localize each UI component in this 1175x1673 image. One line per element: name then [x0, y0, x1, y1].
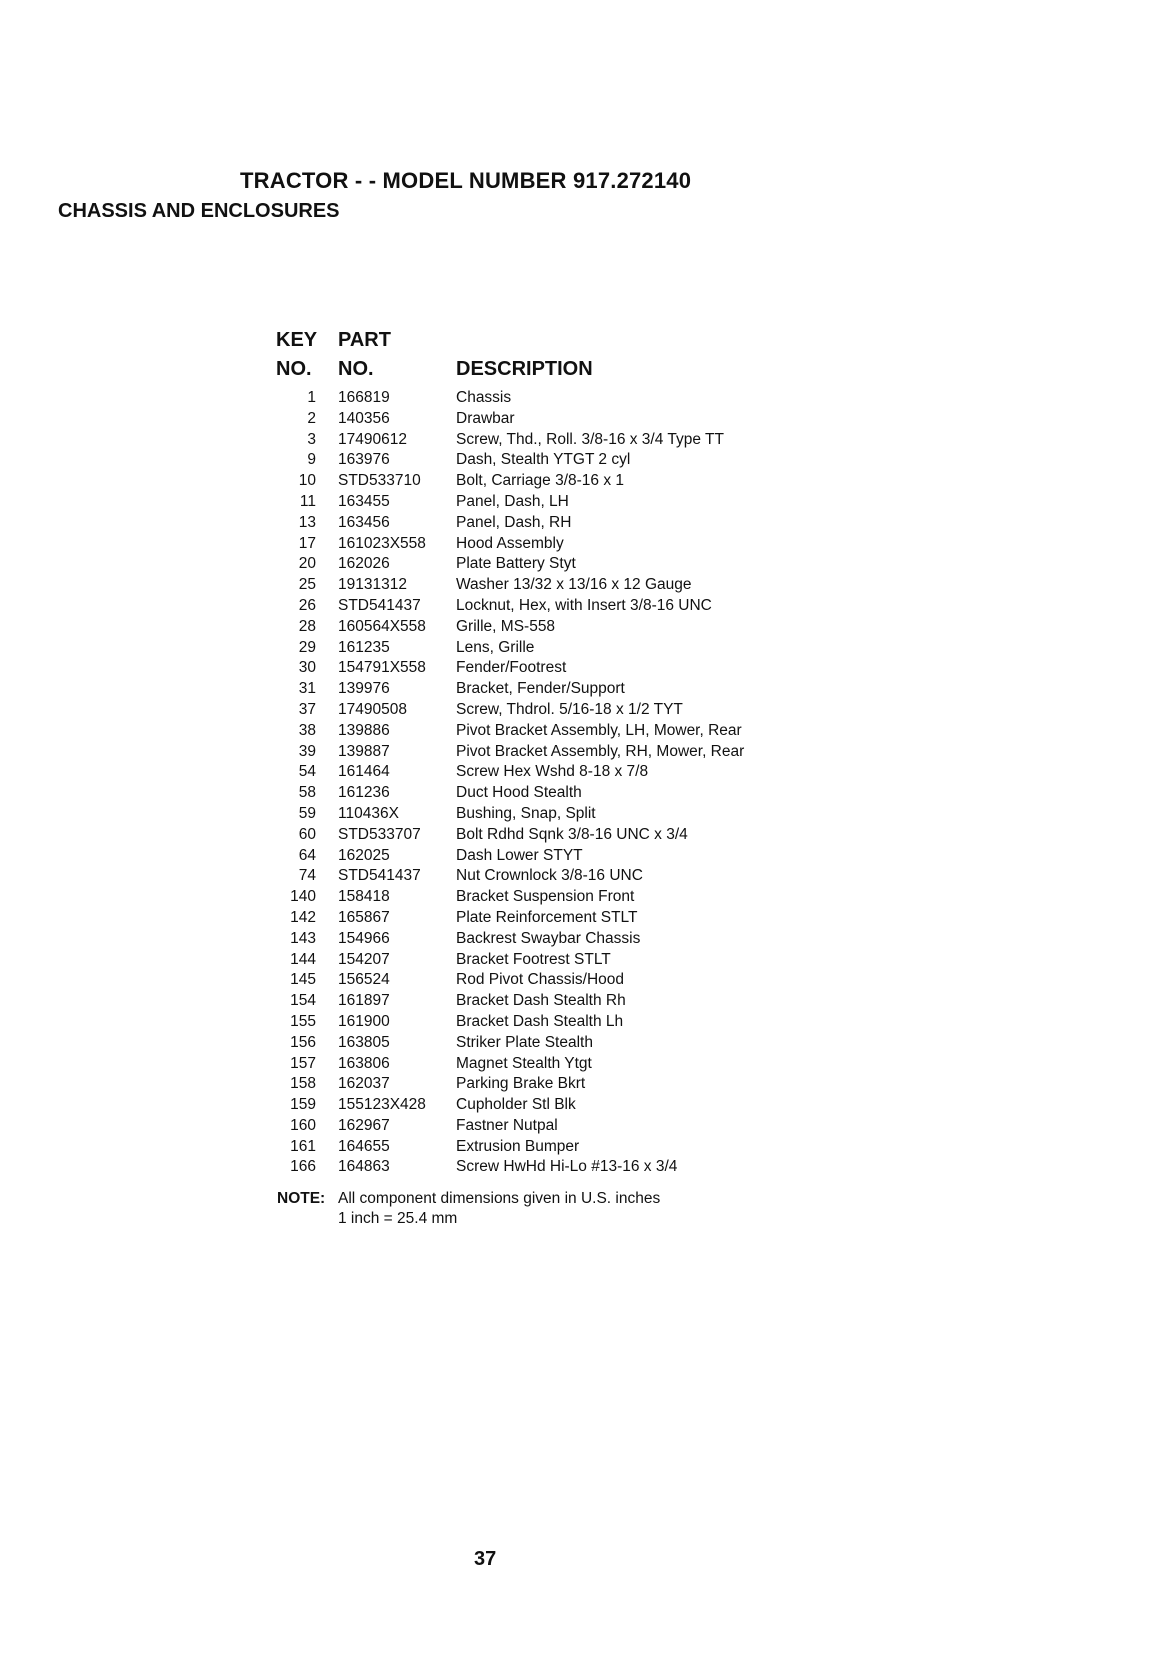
parts-row [270, 658, 890, 679]
parts-row [270, 430, 890, 451]
part-description: Dash Lower STYT [456, 846, 583, 864]
page-title: TRACTOR - - MODEL NUMBER 917.272140 [240, 168, 692, 193]
section-heading: CHASSIS AND ENCLOSURES [58, 200, 340, 222]
part-description: Bushing, Snap, Split [456, 804, 596, 822]
part-no: STD541437 [338, 596, 421, 614]
parts-row [270, 492, 890, 513]
part-description: Extrusion Bumper [456, 1137, 580, 1155]
part-description: Plate Reinforcement STLT [456, 908, 638, 926]
part-description: Parking Brake Bkrt [456, 1075, 586, 1093]
part-description: Hood Assembly [456, 534, 564, 552]
parts-row [270, 534, 890, 555]
part-description: Bolt Rdhd Sqnk 3/8-16 UNC x 3/4 [456, 825, 688, 843]
parts-row [270, 742, 890, 763]
part-description: Bracket Dash Stealth Lh [456, 1012, 624, 1030]
key-no: 25 [298, 576, 316, 594]
part-description: Nut Crownlock 3/8-16 UNC [456, 867, 643, 885]
part-description: Fastner Nutpal [456, 1116, 558, 1134]
parts-row [270, 1074, 890, 1095]
parts-row [270, 1054, 890, 1075]
part-no: 161236 [338, 784, 390, 802]
part-description: Screw, Thdrol. 5/16-18 x 1/2 TYT [456, 700, 683, 718]
part-description: Pivot Bracket Assembly, LH, Mower, Rear [456, 721, 742, 739]
parts-row [270, 1012, 890, 1033]
note-label: NOTE: [277, 1190, 326, 1207]
key-no: 74 [298, 867, 316, 885]
key-no: 17 [298, 534, 316, 552]
part-description: Pivot Bracket Assembly, RH, Mower, Rear [456, 742, 745, 760]
key-no: 37 [298, 700, 316, 718]
part-description: Rod Pivot Chassis/Hood [456, 971, 624, 989]
part-no: 163976 [338, 451, 390, 469]
parts-row [270, 1157, 890, 1178]
part-no: 163456 [338, 513, 390, 531]
note-text: All component dimensions given in U.S. inches [338, 1190, 661, 1207]
key-no: 30 [298, 659, 316, 677]
part-description: Fender/Footrest [456, 659, 567, 677]
part-description: Screw HwHd Hi-Lo #13-16 x 3/4 [456, 1158, 678, 1176]
part-description: Locknut, Hex, with Insert 3/8-16 UNC [456, 596, 712, 614]
key-no: 9 [307, 451, 316, 469]
parts-row [270, 700, 890, 721]
parts-list [270, 388, 890, 1178]
key-no: 26 [298, 596, 316, 614]
parts-row [270, 409, 890, 430]
key-no: 145 [290, 971, 316, 989]
part-no: 154207 [338, 950, 390, 968]
key-no: 157 [290, 1054, 316, 1072]
part-description: Bolt, Carriage 3/8-16 x 1 [456, 472, 625, 490]
part-description: Panel, Dash, LH [456, 492, 569, 510]
part-no: 163806 [338, 1054, 390, 1072]
key-no: 154 [290, 992, 316, 1010]
key-no: 144 [290, 950, 316, 968]
key-no: 39 [298, 742, 316, 760]
key-no: 143 [290, 929, 316, 947]
part-description: Backrest Swaybar Chassis [456, 929, 641, 947]
key-no: 58 [298, 784, 316, 802]
part-no: 161897 [338, 992, 390, 1010]
part-no: 161235 [338, 638, 390, 656]
part-description: Grille, MS-558 [456, 617, 556, 635]
key-no: 142 [290, 908, 316, 926]
part-no: 139976 [338, 680, 390, 698]
part-description: Striker Plate Stealth [456, 1033, 593, 1051]
part-description: Cupholder Stl Blk [456, 1096, 576, 1114]
part-no: 166819 [338, 389, 390, 406]
parts-row [270, 887, 890, 908]
part-description: Panel, Dash, RH [456, 513, 572, 531]
part-no: 110436X [338, 804, 399, 822]
key-no: 60 [298, 825, 316, 843]
part-description: Duct Hood Stealth [456, 784, 582, 802]
part-no: 19131312 [338, 576, 407, 594]
key-no-header-bottom: NO. [276, 358, 312, 380]
key-no: 54 [298, 763, 316, 781]
key-no-header-top: KEY [276, 329, 318, 351]
part-description: Chassis [456, 389, 512, 406]
part-description: Plate Battery Styt [456, 555, 576, 573]
key-no: 1 [307, 389, 316, 406]
description-header: DESCRIPTION [456, 358, 593, 380]
parts-row [270, 929, 890, 950]
key-no: 59 [298, 804, 316, 822]
key-no: 28 [298, 617, 316, 635]
part-no: STD533707 [338, 825, 421, 843]
key-no: 166 [290, 1158, 316, 1176]
key-no: 10 [298, 472, 316, 490]
part-no: 154791X558 [338, 659, 426, 677]
key-no: 31 [298, 680, 316, 698]
key-no: 11 [299, 492, 316, 510]
parts-row [270, 679, 890, 700]
parts-row [270, 388, 890, 409]
part-no: 160564X558 [338, 617, 426, 635]
part-no: 17490508 [338, 700, 407, 718]
parts-row [270, 866, 890, 887]
part-no: 158418 [338, 888, 390, 906]
part-no: STD533710 [338, 472, 421, 490]
parts-row [270, 804, 890, 825]
parts-row [270, 1033, 890, 1054]
parts-row [270, 513, 890, 534]
part-description: Bracket Dash Stealth Rh [456, 992, 626, 1010]
part-no: 164863 [338, 1158, 390, 1176]
key-no: 158 [290, 1075, 316, 1093]
part-no: 162026 [338, 555, 390, 573]
parts-row [270, 596, 890, 617]
parts-row [270, 846, 890, 867]
key-no: 156 [290, 1033, 316, 1051]
part-no: STD541437 [338, 867, 421, 885]
part-description: Bracket Suspension Front [456, 888, 635, 906]
key-no: 159 [290, 1096, 316, 1114]
part-no: 162037 [338, 1075, 390, 1093]
key-no: 38 [298, 721, 316, 739]
parts-row [270, 575, 890, 596]
parts-row [270, 554, 890, 575]
part-no: 156524 [338, 971, 390, 989]
part-no: 139886 [338, 721, 390, 739]
note-conversion: 1 inch = 25.4 mm [338, 1210, 458, 1227]
part-no: 161900 [338, 1012, 390, 1030]
key-no: 160 [290, 1116, 316, 1134]
parts-row [270, 991, 890, 1012]
part-no: 165867 [338, 908, 390, 926]
parts-row [270, 762, 890, 783]
page-number: 37 [474, 1548, 497, 1570]
key-no: 155 [290, 1012, 316, 1030]
key-no: 29 [298, 638, 316, 656]
part-no: 164655 [338, 1137, 390, 1155]
key-no: 64 [298, 846, 316, 864]
part-no: 140356 [338, 409, 390, 427]
key-no: 140 [290, 888, 316, 906]
parts-row [270, 970, 890, 991]
parts-row [270, 825, 890, 846]
part-no: 163805 [338, 1033, 390, 1051]
parts-row [270, 908, 890, 929]
part-description: Magnet Stealth Ytgt [456, 1054, 592, 1072]
key-no: 2 [307, 409, 316, 427]
part-no: 161023X558 [338, 534, 426, 552]
parts-row [270, 783, 890, 804]
part-no: 161464 [338, 763, 390, 781]
parts-row [270, 471, 890, 492]
parts-row [270, 450, 890, 471]
key-no: 161 [290, 1137, 316, 1155]
parts-row [270, 1095, 890, 1116]
part-no: 162025 [338, 846, 390, 864]
parts-row [270, 638, 890, 659]
part-no: 163455 [338, 492, 390, 510]
key-no: 3 [307, 430, 316, 448]
part-no-header-top: PART [338, 329, 391, 351]
part-no-header-bottom: NO. [338, 358, 374, 380]
key-no: 20 [298, 555, 316, 573]
part-description: Screw, Thd., Roll. 3/8-16 x 3/4 Type TT [456, 430, 724, 448]
part-no: 162967 [338, 1116, 390, 1134]
part-no: 139887 [338, 742, 390, 760]
parts-row [270, 1116, 890, 1137]
part-description: Bracket Footrest STLT [456, 950, 611, 968]
key-no: 13 [298, 513, 316, 531]
parts-row [270, 617, 890, 638]
part-no: 154966 [338, 929, 390, 947]
part-no: 155123X428 [338, 1096, 426, 1114]
part-description: Drawbar [456, 409, 515, 427]
part-description: Bracket, Fender/Support [456, 680, 625, 698]
part-no: 17490612 [338, 430, 407, 448]
parts-row [270, 950, 890, 971]
part-description: Lens, Grille [456, 638, 535, 656]
part-description: Dash, Stealth YTGT 2 cyl [456, 451, 631, 469]
part-description: Washer 13/32 x 13/16 x 12 Gauge [456, 576, 692, 594]
parts-row [270, 1137, 890, 1158]
part-description: Screw Hex Wshd 8-18 x 7/8 [456, 763, 649, 781]
parts-row [270, 721, 890, 742]
